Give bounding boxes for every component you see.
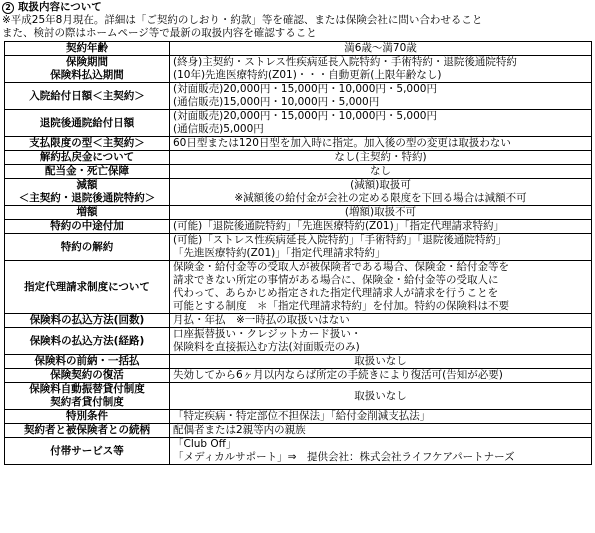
table-row xyxy=(5,151,592,165)
row-value-cell xyxy=(170,42,592,56)
table-row xyxy=(5,206,592,220)
row-value-line: 「特定疾病・特定部位不担保法」「給付金削減支払法」 xyxy=(173,410,431,422)
row-label: 保険期間 xyxy=(66,56,108,68)
row-label: 解約払戻金について xyxy=(39,151,135,163)
row-label-cell xyxy=(5,137,170,151)
row-label-cell xyxy=(5,206,170,220)
row-label-cell xyxy=(5,165,170,179)
row-label-cell xyxy=(5,56,170,83)
row-value-cell xyxy=(170,328,592,355)
row-value-cell xyxy=(170,56,592,83)
row-value-line: (通信販売)15,000円・10,000円・5,000円 xyxy=(173,96,380,108)
row-value-line: 「先進医療特約(Z01)」「指定代理請求特約」 xyxy=(173,247,386,259)
row-label: 保険料払込期間 xyxy=(50,69,124,81)
row-value-line: 口座振替扱い・クレジットカード扱い・ xyxy=(173,328,362,340)
row-value-line: (対面販売)20,000円・15,000円・10,000円・5,000円 xyxy=(173,110,437,122)
row-value-line: (可能)「ストレス性疾病延長入院特約」「手術特約」「退院後通院特約」 xyxy=(173,234,507,246)
row-label: 増額 xyxy=(76,206,98,218)
table-row xyxy=(5,438,592,465)
row-value-line: なし(主契約・特約) xyxy=(334,151,427,163)
row-label-cell xyxy=(5,234,170,261)
row-label: 入院給付日額＜主契約＞ xyxy=(29,89,145,102)
row-value-line: 月払・年払 ※一時払の取扱いはない xyxy=(173,314,350,326)
row-value-line: 保険金・給付金等の受取人が被保険者である場合、保険金・給付金等を xyxy=(173,261,509,273)
row-label-cell xyxy=(5,110,170,137)
row-value-line: (対面販売)20,000円・15,000円・10,000円・5,000円 xyxy=(173,83,437,95)
table-row xyxy=(5,424,592,438)
row-label: 契約年齢 xyxy=(66,42,108,54)
row-label: 保険契約の復活 xyxy=(50,369,124,381)
row-value-cell xyxy=(170,314,592,328)
coverage-table-body xyxy=(5,42,592,465)
row-label: 配当金・死亡保障 xyxy=(45,165,129,177)
row-label-cell xyxy=(5,355,170,369)
row-value-line: 可能とする制度 ＊「指定代理請求特約」を付加。特約の保険料は不要 xyxy=(173,300,509,312)
row-label-cell xyxy=(5,410,170,424)
row-label-cell xyxy=(5,438,170,465)
row-label-cell xyxy=(5,383,170,410)
row-label-cell xyxy=(5,42,170,56)
row-value-line: (終身)主契約・ストレス性疾病延長入院特約・手術特約・退院後通院特約 xyxy=(173,56,517,68)
section-title: 取扱内容について xyxy=(18,1,102,13)
note-line-2: また、検討の際はホームページ等で最新の取扱内容を確認すること xyxy=(2,27,317,39)
row-value-line: 取扱いなし xyxy=(354,389,407,402)
row-value-cell xyxy=(170,165,592,179)
row-label: 保険料の払込方法(回数) xyxy=(29,314,145,326)
row-value-line: (増額)取扱不可 xyxy=(344,206,417,218)
row-label: 特約の中途付加 xyxy=(50,220,124,232)
table-row xyxy=(5,410,592,424)
table-row xyxy=(5,234,592,261)
row-value-cell xyxy=(170,410,592,424)
row-value-cell xyxy=(170,83,592,110)
table-row xyxy=(5,369,592,383)
row-label: 特約の解約 xyxy=(60,240,114,253)
row-label-cell xyxy=(5,261,170,314)
table-row xyxy=(5,42,592,56)
row-label-cell xyxy=(5,328,170,355)
table-row xyxy=(5,383,592,410)
row-label-cell xyxy=(5,83,170,110)
row-label-cell xyxy=(5,314,170,328)
row-label: 減額 xyxy=(76,179,98,191)
row-value-cell xyxy=(170,206,592,220)
row-label: 特別条件 xyxy=(66,410,108,422)
row-value-line: (10年)先進医療特約(Z01)・・・自動更新(上限年齢なし) xyxy=(173,69,442,81)
row-value-line: (減額)取扱可 xyxy=(350,179,411,191)
row-value-cell xyxy=(170,234,592,261)
table-row xyxy=(5,261,592,314)
row-value-line: (通信販売)5,000円 xyxy=(173,123,264,135)
row-value-line: 失効してから6ヶ月以内ならば所定の手続きにより復活可(告知が必要) xyxy=(173,369,503,381)
row-value-line: (可能)「退院後通院特約」「先進医療特約(Z01)」「指定代理請求特約」 xyxy=(173,220,504,232)
section-number-marker: 2 xyxy=(2,2,14,14)
row-value-line: 「メディカルサポート」⇒ 提供会社：株式会社ライフケアパートナーズ xyxy=(173,451,515,463)
table-row xyxy=(5,56,592,83)
note-line-1: ※平成25年8月現在。詳細は「ご契約のしおり・約款」等を確認、または保険会社に問い合わせること xyxy=(2,14,483,26)
table-row xyxy=(5,328,592,355)
row-label: 保険料の前納・一括払 xyxy=(34,355,140,367)
row-value-cell xyxy=(170,110,592,137)
table-row xyxy=(5,110,592,137)
row-value-line: 配偶者または2親等内の親族 xyxy=(173,424,306,436)
row-value-line: 代わって、あらかじめ指定された指定代理請求人が請求を行うことを xyxy=(173,287,499,299)
row-label: 付帯サービス等 xyxy=(50,444,124,457)
row-value-line: 「Club Off」 xyxy=(173,438,237,450)
row-label-cell xyxy=(5,179,170,206)
row-label-cell xyxy=(5,369,170,383)
row-value-line: ※減額後の給付金が会社の定める限度を下回る場合は減額不可 xyxy=(234,192,527,204)
row-value-cell xyxy=(170,220,592,234)
row-value-cell xyxy=(170,438,592,465)
row-label: 保険料自動振替貸付制度 xyxy=(29,383,145,395)
table-row xyxy=(5,314,592,328)
row-label: 退院後通院給付日額 xyxy=(39,116,135,129)
row-value-cell xyxy=(170,151,592,165)
table-row xyxy=(5,137,592,151)
row-value-line: 満6歳～満70歳 xyxy=(344,42,417,54)
table-row xyxy=(5,165,592,179)
row-value-cell xyxy=(170,137,592,151)
row-value-cell xyxy=(170,355,592,369)
section-title-line xyxy=(2,1,592,14)
row-value-cell xyxy=(170,369,592,383)
row-value-line: 60日型または120日型を加入時に指定。加入後の型の変更は取扱わない xyxy=(173,137,511,149)
coverage-table xyxy=(4,41,592,465)
row-value-cell xyxy=(170,179,592,206)
row-value-cell xyxy=(170,383,592,410)
row-label: 契約者貸付制度 xyxy=(50,396,124,408)
table-row xyxy=(5,83,592,110)
row-label: 支払限度の型＜主契約＞ xyxy=(29,137,145,149)
table-row xyxy=(5,220,592,234)
row-label-cell xyxy=(5,424,170,438)
row-label: 指定代理請求制度について xyxy=(24,280,150,293)
row-value-line: 請求できない所定の事情がある場合に、保険金・給付金等の受取人に xyxy=(173,274,499,286)
row-label-cell xyxy=(5,151,170,165)
table-row xyxy=(5,355,592,369)
row-label: 保険料の払込方法(経路) xyxy=(29,334,145,347)
section-heading xyxy=(2,1,592,40)
row-value-line: 取扱いなし xyxy=(354,355,407,367)
row-value-cell xyxy=(170,424,592,438)
row-value-line: なし xyxy=(370,165,391,177)
row-label-cell xyxy=(5,220,170,234)
row-value-cell xyxy=(170,261,592,314)
row-label: 契約者と被保険者との続柄 xyxy=(24,424,150,436)
table-row xyxy=(5,179,592,206)
row-value-line: 保険料を直接振込む方法(対面販売のみ) xyxy=(173,341,360,353)
row-label: ＜主契約・退院後通院特約＞ xyxy=(18,192,156,204)
